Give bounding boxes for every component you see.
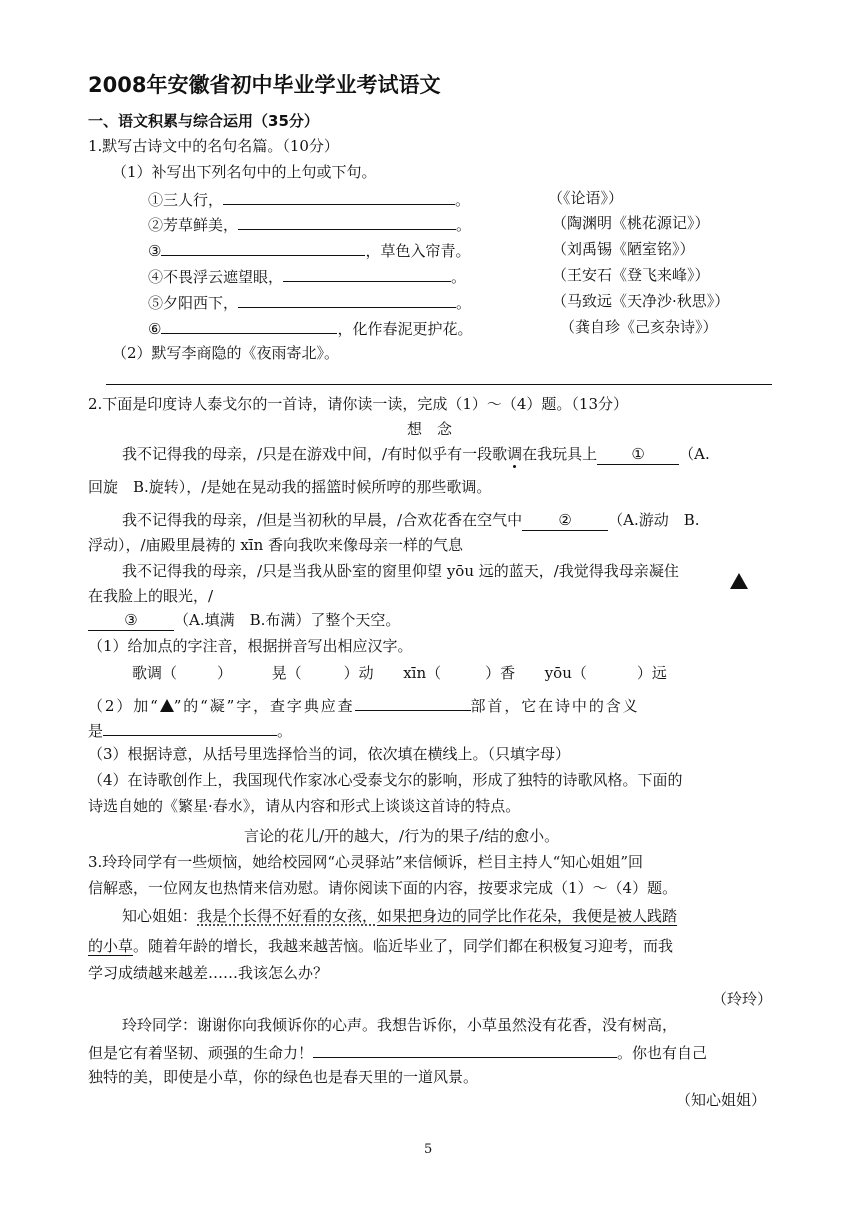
- answer-blank[interactable]: [223, 188, 455, 205]
- q1-source-4: （王安石《登飞来峰》）: [552, 266, 710, 284]
- q2-sub2b: 是 。: [88, 719, 292, 741]
- q1-source-3: （刘禹锡《陋室铭》）: [552, 240, 695, 258]
- section-heading: 一、语文积累与综合运用（35分）: [88, 112, 319, 130]
- answer-blank[interactable]: [238, 213, 456, 230]
- q2-sub4a: （4）在诗歌创作上，我国现代作家冰心受泰戈尔的影响，形成了独特的诗歌风格。下面的: [88, 771, 683, 789]
- q1-item-1: ①三人行， 。: [148, 188, 470, 210]
- answer-blank[interactable]: [355, 694, 471, 711]
- poem-line-1: 我不记得我的母亲，/只是在游戏中间，/有时似乎有一段歌调在我玩具上 ① （A.: [122, 445, 710, 463]
- q1-item-4: ④不畏浮云遮望眼， 。: [148, 265, 466, 287]
- answer-blank[interactable]: [103, 719, 277, 736]
- q1-item-3: ③ ，草色入帘青。: [148, 239, 470, 261]
- q2-stem: 2.下面是印度诗人泰戈尔的一首诗，请你读一读，完成（1）～（4）题。（13分）: [88, 395, 628, 413]
- q1-item-5: ⑤夕阳西下， 。: [148, 291, 471, 313]
- poem-line-2b: 浮动），/庙殿里晨祷的 xīn 香向我吹来像母亲一样的气息: [88, 536, 464, 554]
- q2-sub3: （3）根据诗意，从括号里选择恰当的词，依次填在横线上。（只填字母）: [88, 745, 571, 763]
- q2-sub1: （1）给加点的字注音，根据拼音写出相应汉字。: [88, 637, 413, 655]
- page-number: 5: [424, 1142, 433, 1157]
- answer-blank[interactable]: [161, 239, 365, 256]
- page-title: 2008年安徽省初中毕业学业考试语文: [88, 73, 441, 97]
- q2-sub4-poem: 言论的花儿/开的越大，/行为的果子/结的愈小。: [244, 827, 560, 845]
- q1-item-2: ②芳草鲜美， 。: [148, 213, 471, 235]
- poem-line-3b: 在我脸上的眼光，/: [88, 587, 214, 605]
- q1-source-1: （《论语》）: [548, 189, 624, 207]
- reply-line-1: 玲玲同学：谢谢你向我倾诉你的心声。我想告诉你，小草虽然没有花香，没有树高，: [122, 1016, 678, 1034]
- poem-line-2: 我不记得我的母亲，/但是当初秋的早晨，/合欢花香在空气中 ② （A.游动 B.: [122, 511, 700, 529]
- q1-sub1: （1）补写出下列名句中的上句或下句。: [112, 163, 377, 181]
- triangle-marker-icon: [730, 573, 748, 589]
- blank-1[interactable]: ①: [597, 444, 679, 465]
- letter-line-2: 的小草。随着年龄的增长，我越来越苦恼。临近毕业了，同学们都在积极复习迎考，而我: [88, 937, 674, 955]
- reply-line-3: 独特的美，即使是小草，你的绿色也是春天里的一道风景。: [88, 1068, 479, 1086]
- q1-source-6: （龚自珍《己亥杂诗》）: [560, 318, 718, 336]
- letter-signature: （玲玲）: [712, 990, 773, 1008]
- poem-line-3c: ③ （A.填满 B.布满）了整个天空。: [88, 610, 400, 631]
- answer-blank[interactable]: [283, 265, 451, 282]
- q1-source-2: （陶渊明《桃花源记》）: [552, 214, 710, 232]
- q3-stem-a: 3.玲玲同学有一些烦恼，她给校园网“心灵驿站”来信倾诉，栏目主持人“知心姐姐”回: [88, 853, 643, 871]
- q2-sub4b: 诗选自她的《繁星·春水》，请从内容和形式上谈谈这首诗的特点。: [88, 797, 521, 815]
- q3-stem-b: 信解惑，一位网友也热情来信劝慰。请你阅读下面的内容，按要求完成（1）～（4）题。: [88, 879, 678, 897]
- q1-sub2: （2）默写李商隐的《夜雨寄北》。: [112, 344, 340, 362]
- letter-line-1: 知心姐姐：我是个长得不好看的女孩，如果把身边的同学比作花朵，我便是被人践踏: [122, 907, 678, 925]
- answer-blank[interactable]: [161, 317, 337, 334]
- answer-blank[interactable]: [238, 291, 456, 308]
- q2-sub1-items: 歌调（ ） 晃（ ）动 xīn（ ）香 yōu（ ）远: [132, 664, 667, 682]
- q1-item-6: ⑥ ，化作春泥更护花。: [148, 317, 472, 339]
- q1-stem: 1.默写古诗文中的名句名篇。（10分）: [88, 137, 339, 155]
- reply-line-2: 但是它有着坚韧、顽强的生命力！ 。你也有自己: [88, 1041, 707, 1063]
- answer-line[interactable]: [106, 384, 772, 385]
- poem-line-1b: 回旋 B.旋转），/是她在晃动我的摇篮时候所哼的那些歌调。: [88, 478, 492, 496]
- answer-blank[interactable]: [313, 1041, 617, 1058]
- reply-signature: （知心姐姐）: [676, 1091, 767, 1109]
- letter-line-3: 学习成绩越来越差……我该怎么办？: [88, 964, 329, 982]
- blank-2[interactable]: ②: [522, 510, 608, 531]
- q1-source-5: （马致远《天净沙·秋思》）: [552, 292, 730, 310]
- q2-sub2: （2）加“ ”的“凝”字，查字典应查 部首，它在诗中的含义: [88, 694, 640, 716]
- poem-title: 想 念: [407, 420, 453, 438]
- triangle-marker-icon: [160, 699, 174, 712]
- poem-line-3: 我不记得我的母亲，/只是当我从卧室的窗里仰望 yōu 远的蓝天，/我觉得我母亲凝住: [122, 562, 679, 580]
- blank-3[interactable]: ③: [88, 610, 174, 631]
